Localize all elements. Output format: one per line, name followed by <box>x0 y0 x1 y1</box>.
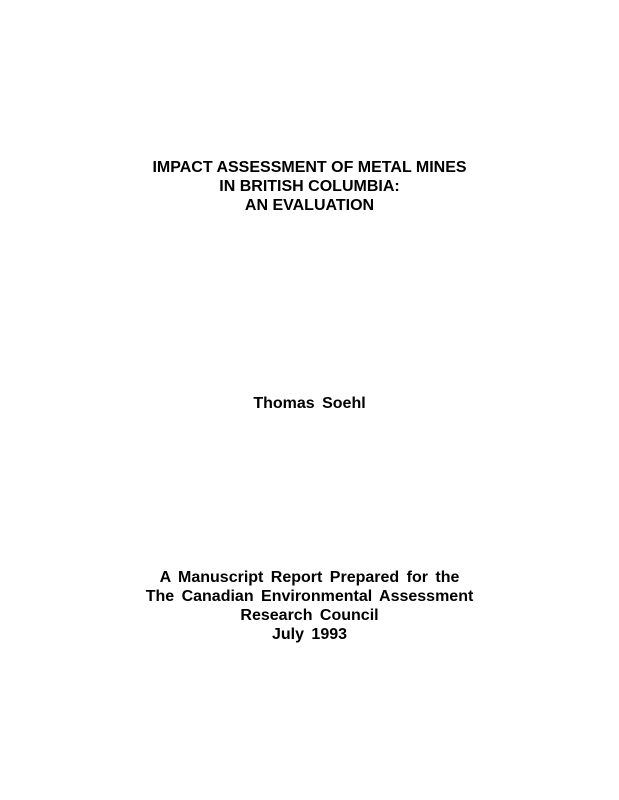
report-title-line-3: AN EVALUATION <box>244 197 375 214</box>
prepared-line-2: The Canadian Environmental Assessment <box>145 588 474 605</box>
report-title-line-1: IMPACT ASSESSMENT OF METAL MINES <box>152 159 467 176</box>
prepared-for-statement <box>0 568 619 644</box>
author <box>0 394 619 413</box>
prepared-line-1: A Manuscript Report Prepared for the <box>159 569 460 586</box>
report-title-line-2: IN BRITISH COLUMBIA: <box>219 178 400 195</box>
author-name: Thomas Soehl <box>253 395 366 412</box>
report-title <box>0 158 619 215</box>
report-date: July 1993 <box>271 626 348 643</box>
prepared-line-3: Research Council <box>240 607 379 624</box>
